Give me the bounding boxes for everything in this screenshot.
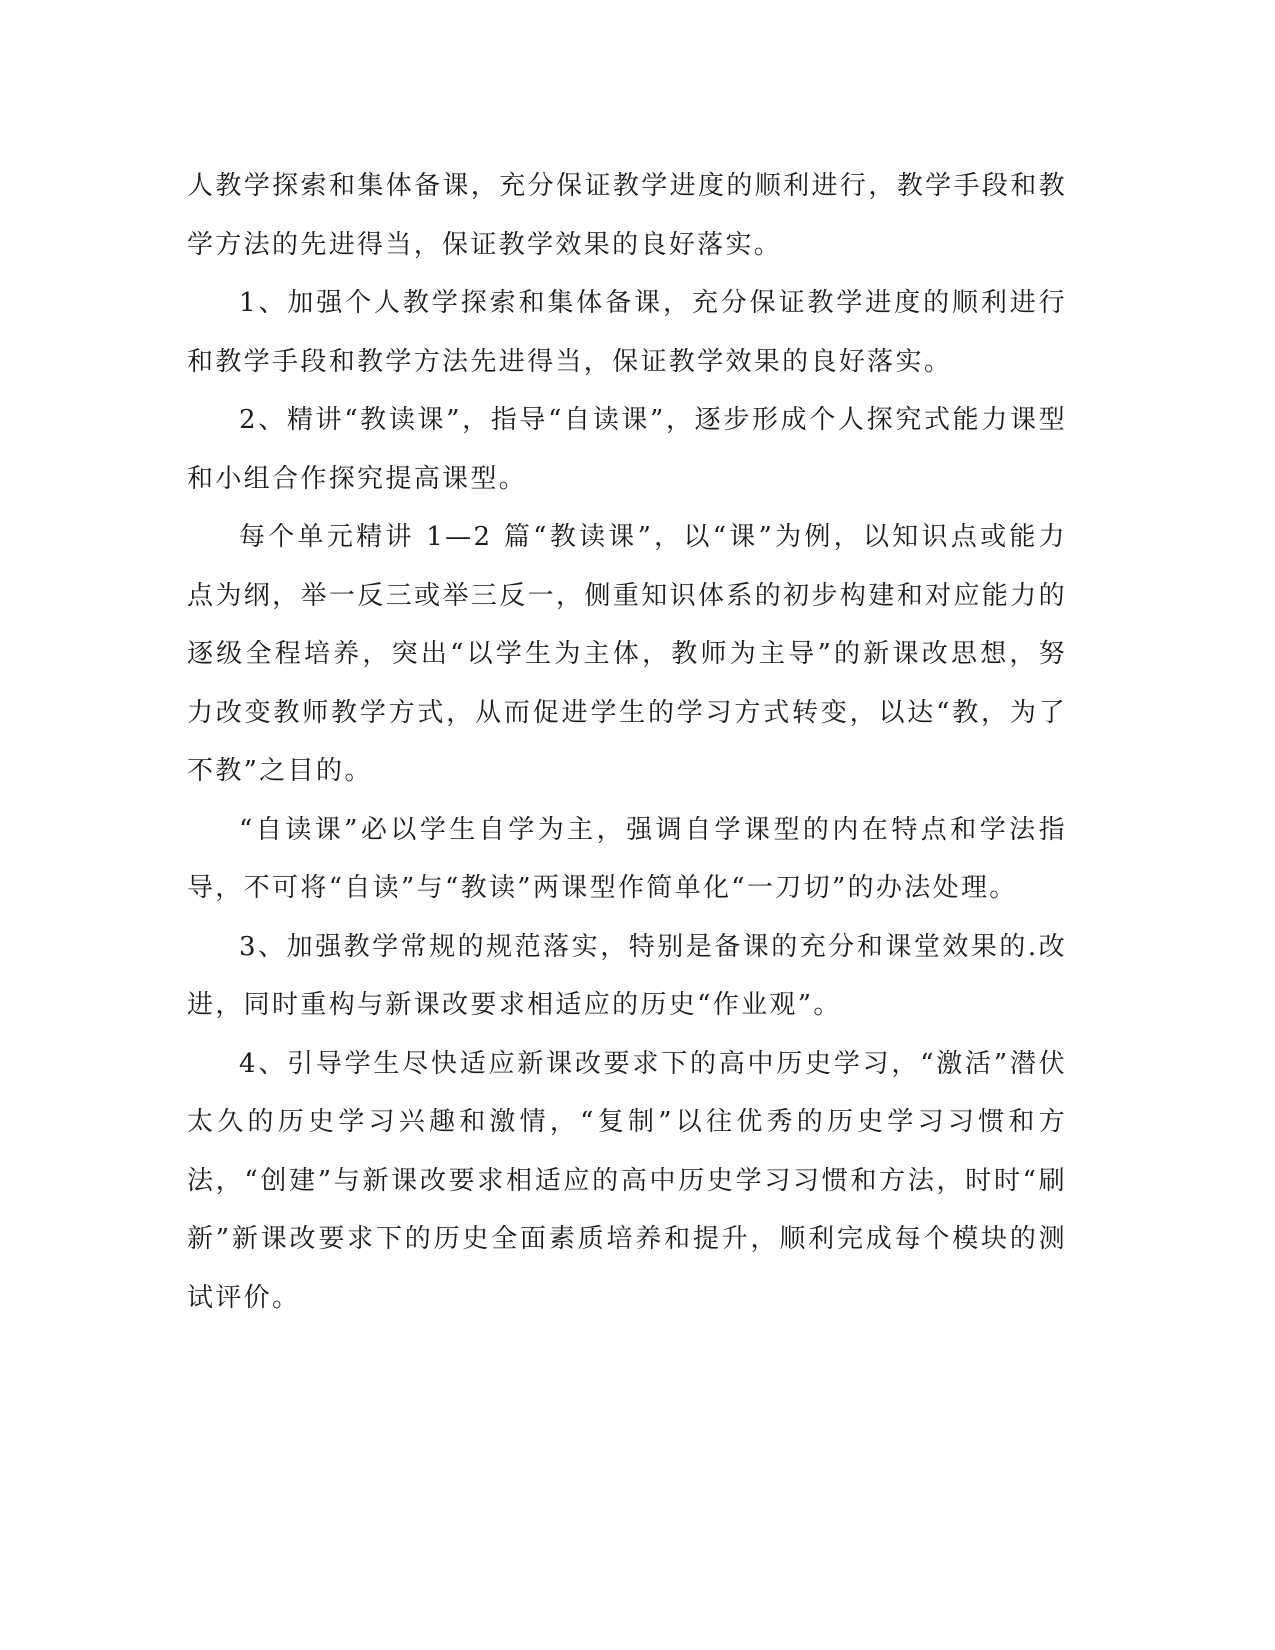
paragraph-item-2: 2、精讲“教读课”，指导“自读课”，逐步形成个人探究式能力课型和小组合作探究提高课型。 xyxy=(187,405,1067,494)
paragraph-self-reading: “自读课”必以学生自学为主，强调自学课型的内在特点和学法指导，不可将“自读”与“教读”两课型作简单化“一刀切”的办法处理。 xyxy=(187,814,1067,903)
paragraph-item-4: 4、引导学生尽快适应新课改要求下的高中历史学习，“激活”潜伏太久的历史学习兴趣和激情，“复制”以往优秀的历史学习习惯和方法，“创建”与新课改要求相适应的高中历史学习习惯和方法，时时“刷新”新课改要求下的历史全面素质培养和提升，顺利完成每个模块的测试评价。 xyxy=(187,1048,1067,1313)
paragraph-item-1: 1、加强个人教学探索和集体备课，充分保证教学进度的顺利进行和教学手段和教学方法先进得当，保证教学效果的良好落实。 xyxy=(187,288,1067,377)
paragraph-continuation: 人教学探索和集体备课，充分保证教学进度的顺利进行，教学手段和教学方法的先进得当，保证教学效果的良好落实。 xyxy=(187,171,1067,260)
paragraph-teaching-reading: 每个单元精讲 1—2 篇“教读课”，以“课”为例，以知识点或能力点为纲，举一反三或举三反一，侧重知识体系的初步构建和对应能力的逐级全程培养，突出“以学生为主体，教师为主导”的新课改思想，努力改变教师教学方式，从而促进学生的学习方式转变，以达“教，为了不教”之目的。 xyxy=(187,522,1067,786)
document-body xyxy=(187,157,1067,1327)
paragraph-item-3: 3、加强教学常规的规范落实，特别是备课的充分和课堂效果的.改进，同时重构与新课改要求相适应的历史“作业观”。 xyxy=(187,931,1067,1020)
